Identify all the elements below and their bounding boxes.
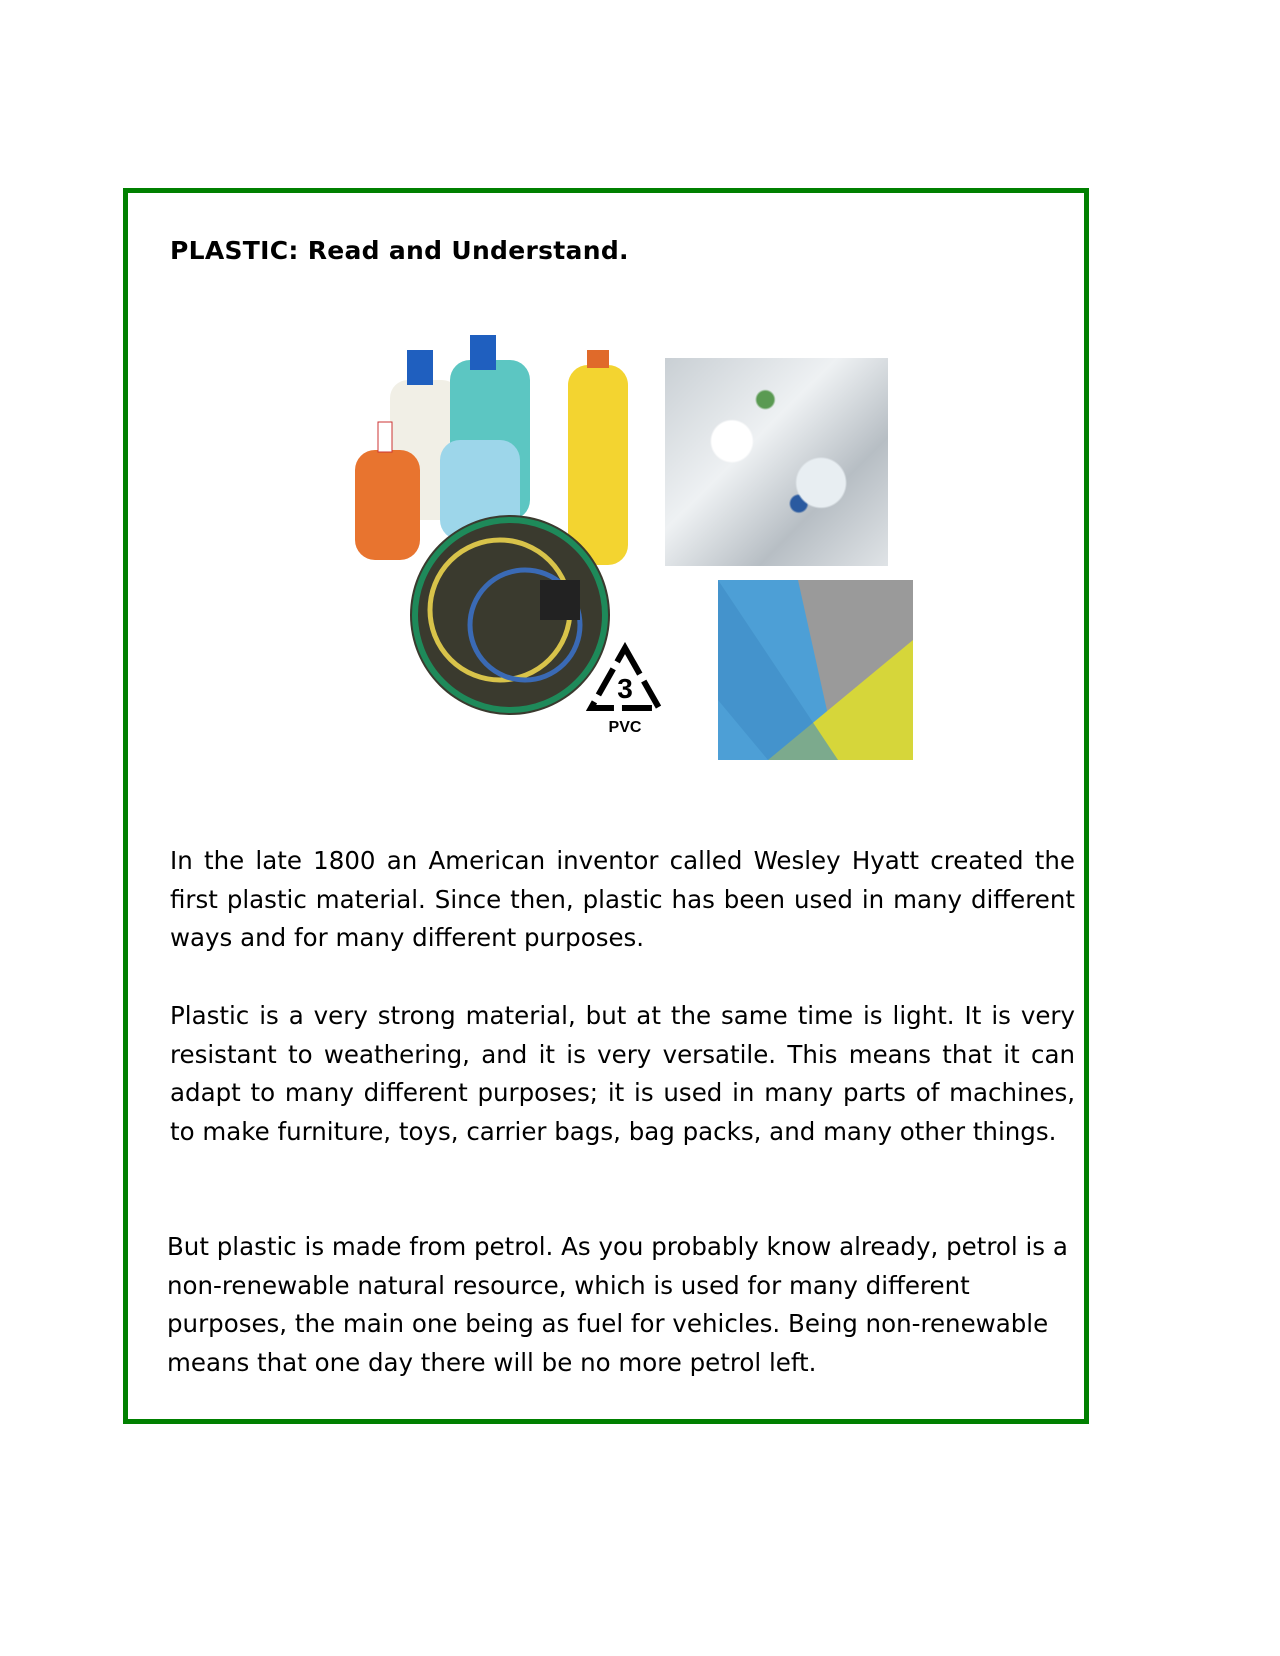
recycling-label: PVC	[608, 719, 642, 736]
plastic-bottles-photo	[665, 358, 888, 566]
recycling-number: 3	[617, 673, 633, 704]
paragraph-history: In the late 1800 an American inventor called Wesley Hyatt created the first plastic material. Since then, plastic has been used in many different ways and for many different purposes.	[170, 846, 1075, 952]
paragraph-properties: Plastic is a very strong material, but at the same time is light. It is very resistant to weathering, and it is very versatile. This means that it can adapt to many different purposes; it is used in many parts of machines, to make furniture, toys, carrier bags, bag packs, and many other things.	[170, 1001, 1075, 1146]
paragraph-petrol: But plastic is made from petrol. As you probably know already, petrol is a non-renewable natural resource, which is used for many different purposes, the main one being as fuel for vehicles. Being non-renewable means that one day there will be no more petrol left.	[167, 1232, 1068, 1377]
plastic-pellets-image	[718, 580, 913, 760]
page-title: PLASTIC: Read and Understand.	[170, 236, 629, 265]
recycling-pvc-symbol	[585, 642, 665, 742]
